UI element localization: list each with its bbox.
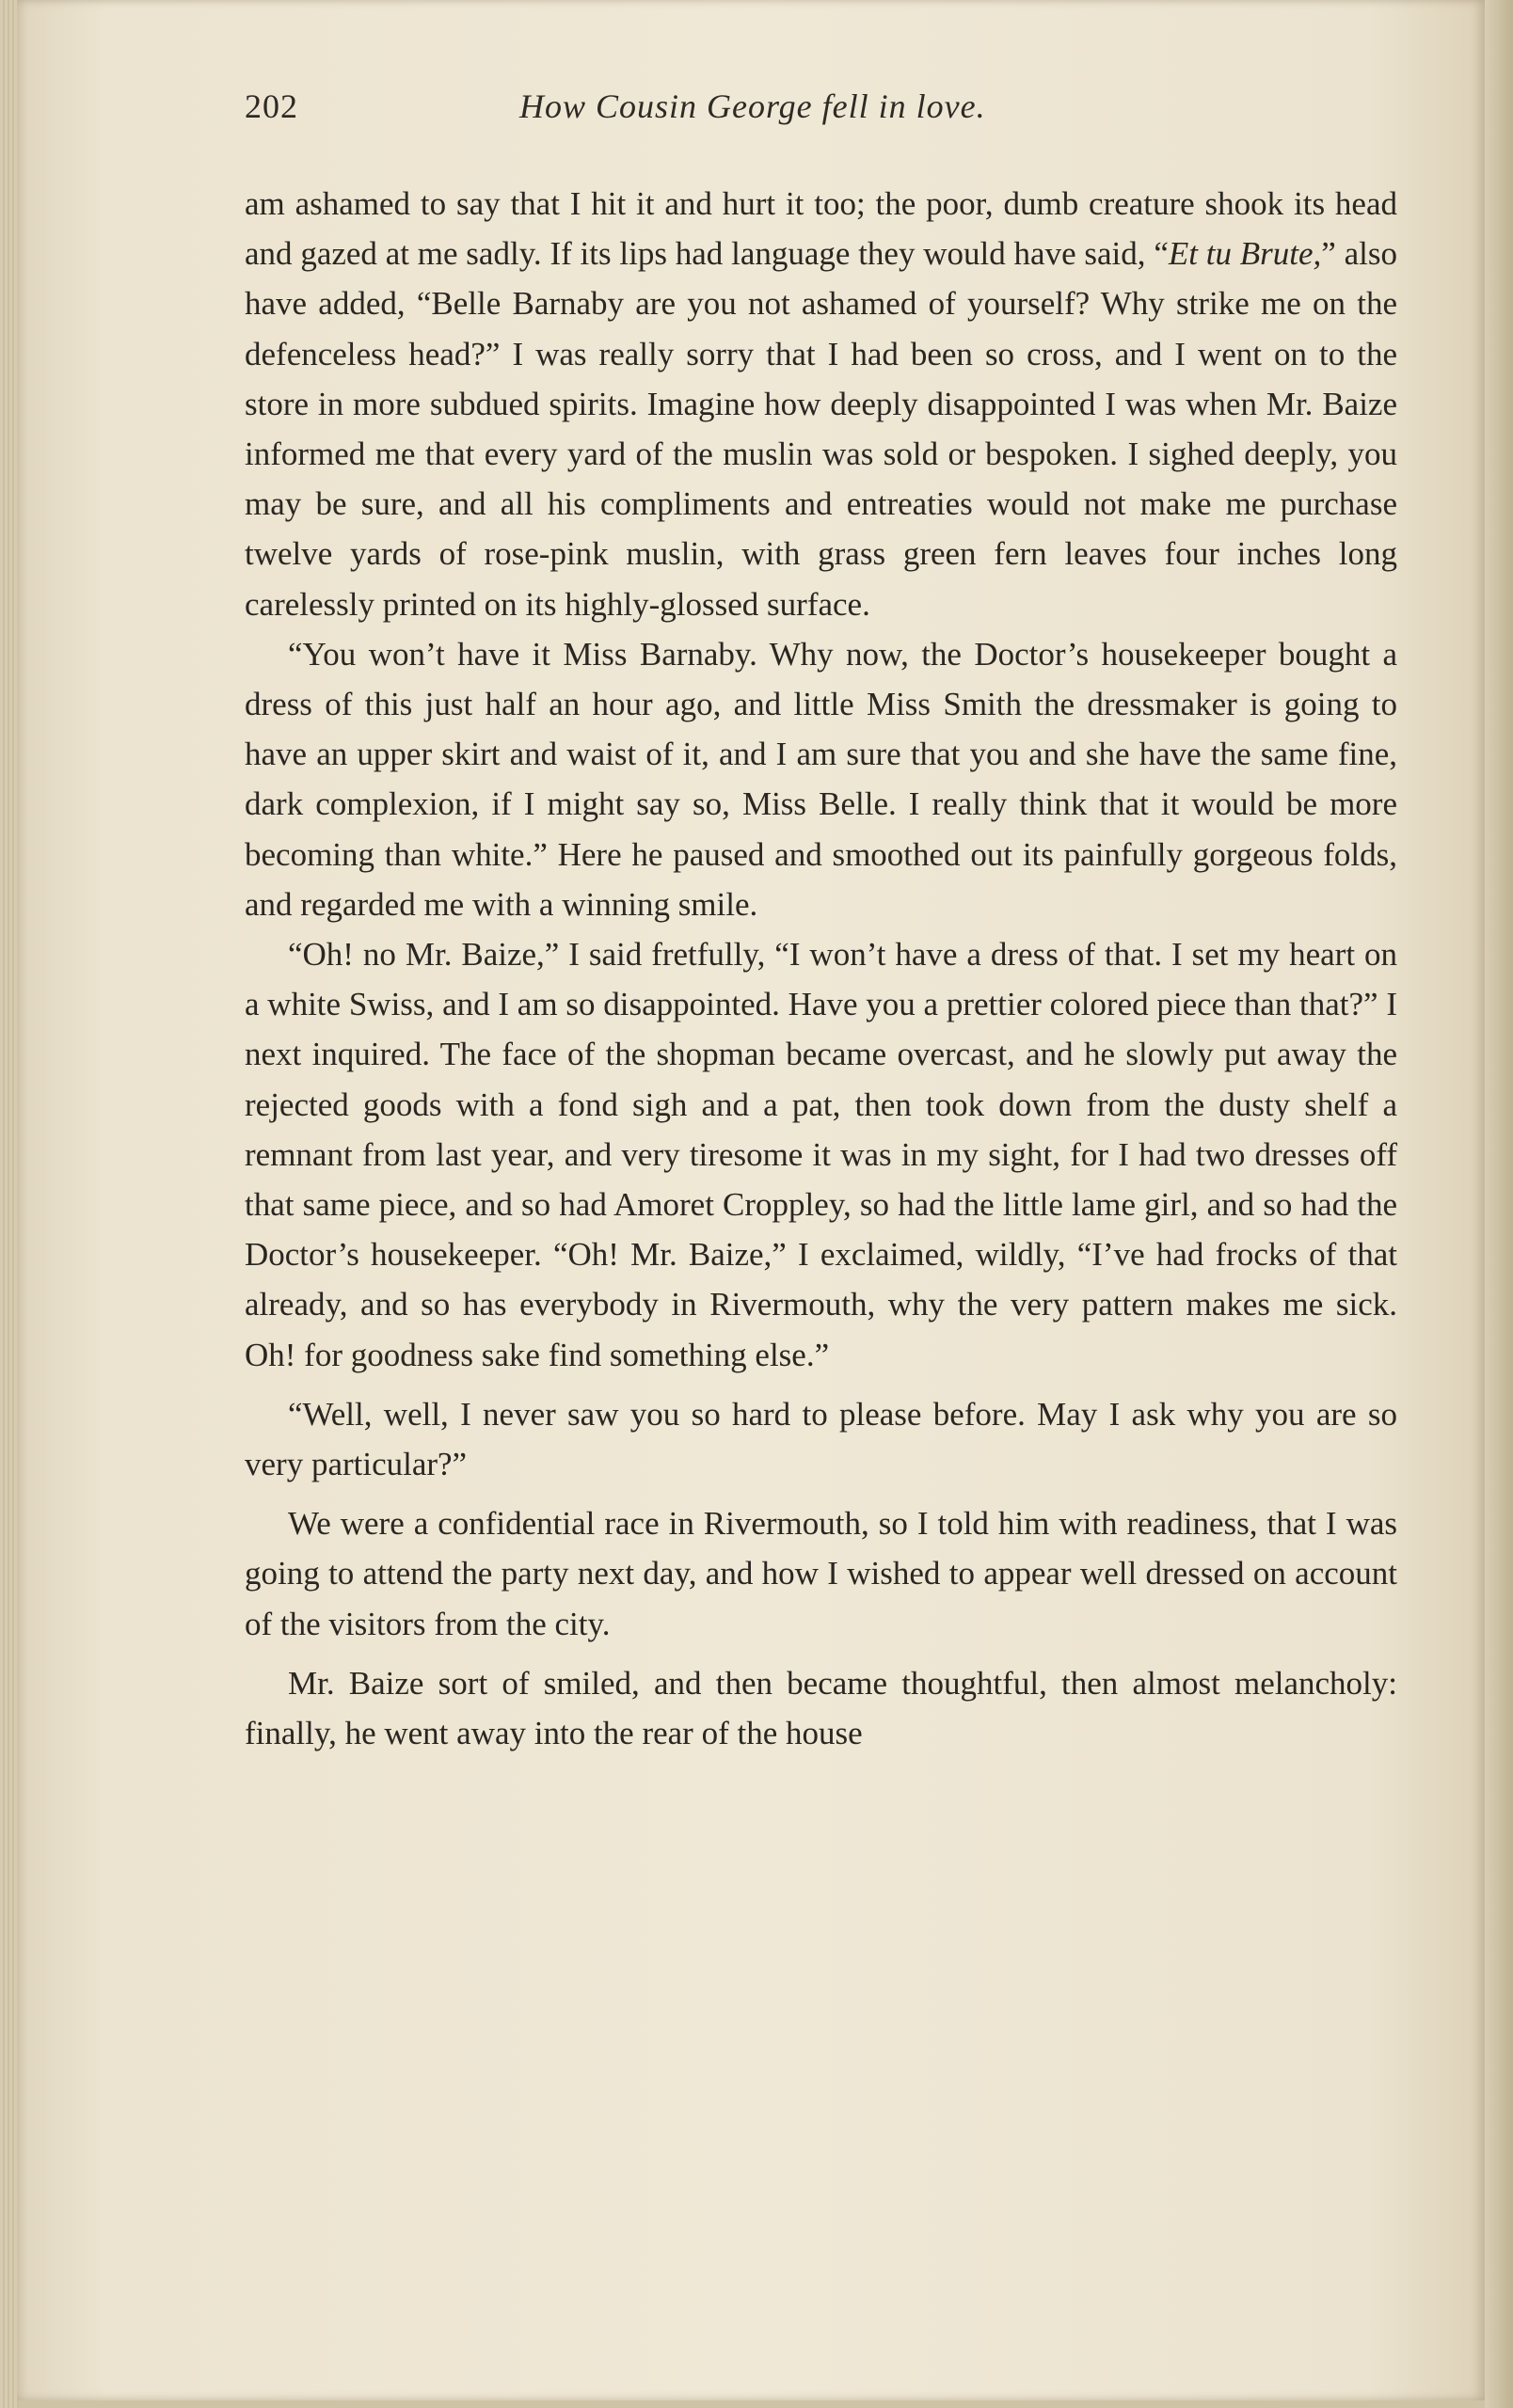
- page-edge: [1485, 0, 1513, 2408]
- body-text: [245, 179, 1397, 1758]
- book-gutter: [0, 0, 19, 2408]
- paragraph-continued: [245, 179, 1397, 629]
- paragraph-text: ” also have added, “Belle Barnaby are you not ashamed of yourself? Why strike me on the defenceless head?” I was really sorry that I had been so cross, and I went on to the store in more subdued spirits. Imagine how deeply disappointed I was when Mr. Baize informed me that every yard of the muslin was sold or bespoken. I sighed deeply, you may be sure, and all his compliments and entreaties would not make me purchase twelve yards of rose-pink muslin, with grass green fern leaves four inches long carelessly printed on its highly-glossed surface.: [245, 235, 1397, 623]
- paragraph: “Well, well, I never saw you so hard to please before. May I ask why you are so very particular?”: [245, 1395, 1397, 1483]
- paragraph: Mr. Baize sort of smiled, and then became thoughtful, then almost melancholy: finally, he went away into the rear of the house: [245, 1664, 1397, 1752]
- paragraph: “You won’t have it Miss Barnaby. Why now, the Doctor’s housekeeper bought a dress of this just half an hour ago, and little Miss Smith the dressmaker is going to have an upper skirt and waist of it, and I am sure that you and she have the same fine, dark complexion, if I might say so, Miss Belle. I really think that it would be more becoming than white.” Here he paused and smoothed out its painfully gorgeous folds, and regarded me with a winning smile.: [245, 635, 1397, 923]
- paragraph-text: am ashamed to say that I hit it and hurt it too; the poor, dumb creature shook its head and gazed at me sadly. If its lips had language they would have said, “: [245, 185, 1397, 273]
- page-number: 202: [245, 87, 298, 125]
- page-header: [245, 87, 1402, 143]
- paragraph: We were a confidential race in Rivermouth, so I told him with readiness, that I was going to attend the party next day, and how I wished to appear well dressed on account of the visitors from the city.: [245, 1505, 1397, 1642]
- running-head: How Cousin George fell in love.: [519, 87, 986, 125]
- paragraph: “Oh! no Mr. Baize,” I said fretfully, “I won’t have a dress of that. I set my heart on a white Swiss, and I am so disappointed. Have you a prettier colored piece than that?” I next inquired. The face of the shopman became overcast, and he slowly put away the rejected goods with a fond sigh and a pat, then took down from the dusty shelf a remnant from last year, and very tiresome it was in my sight, for I had two dresses off that same piece, and so had Amoret Croppley, so had the little lame girl, and so had the Doctor’s housekeeper. “Oh! Mr. Baize,” I exclaimed, wildly, “I’ve had frocks of that already, and so has everybody in Rivermouth, why the very pattern makes me sick. Oh! for goodness sake find something else.”: [245, 936, 1397, 1373]
- italic-quote: Et tu Brute,: [1168, 235, 1322, 273]
